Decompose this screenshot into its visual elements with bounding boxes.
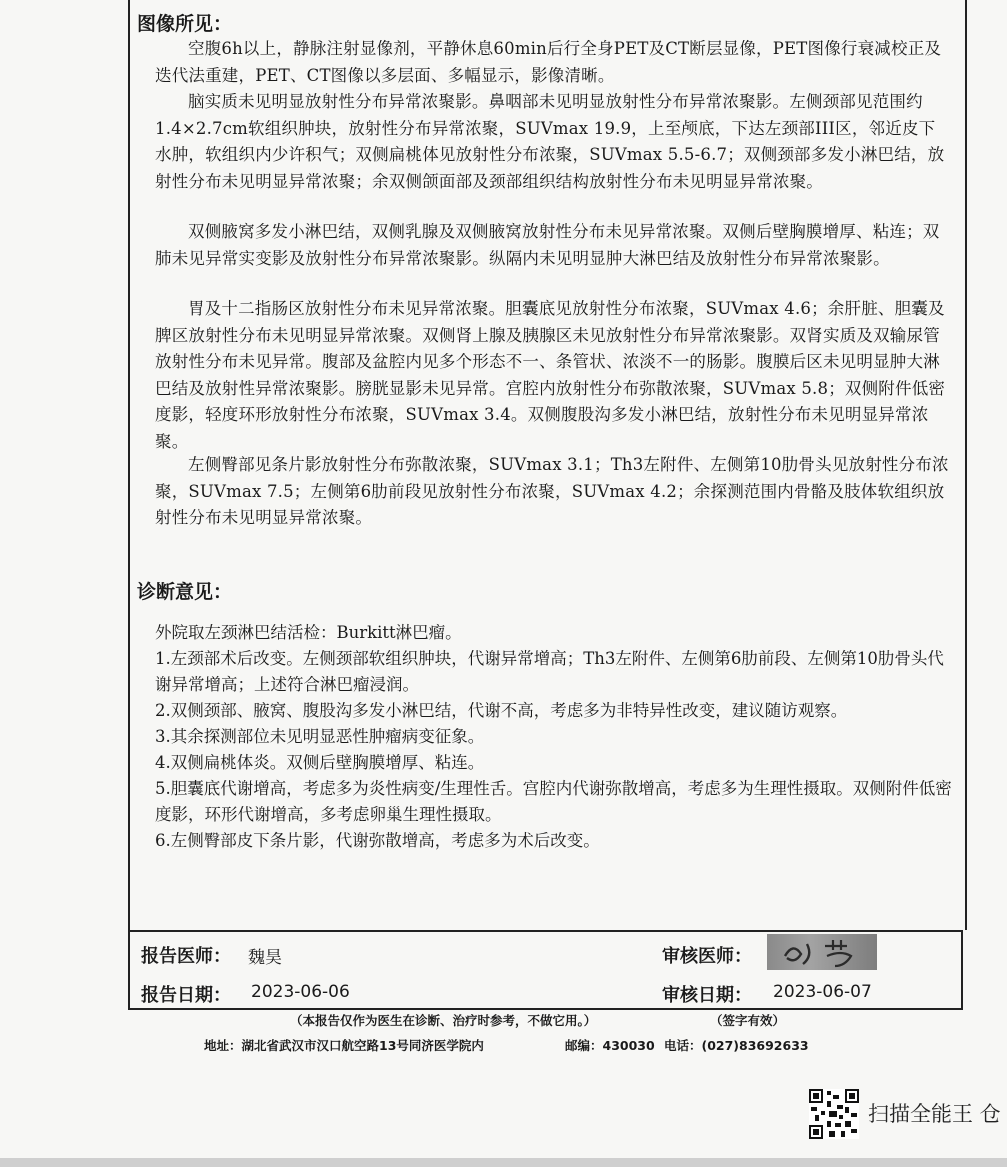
findings-title: 图像所见：: [137, 13, 233, 35]
report-date: 2023-06-06: [251, 982, 350, 1002]
diagnosis-item: 5.胆囊底代谢增高，考虑多为炎性病变/生理性舌。宫腔内代谢弥散增高，考虑多为生理性摄取。双侧附件低密度影，环形代谢增高，多考虑卵巢生理性摄取。: [155, 779, 952, 824]
report-doctor-name: 魏昊: [248, 948, 282, 968]
qr-code-icon: [809, 1089, 859, 1139]
review-date: 2023-06-07: [773, 982, 872, 1002]
bottom-bar: [0, 1158, 1007, 1167]
findings-paragraph: 左侧臀部见条片影放射性分布弥散浓聚，SUVmax 3.1；Th3左附件、左侧第10肋骨头见放射性分布浓聚，SUVmax 7.5；左侧第6肋前段见放射性分布浓聚，SUVmax 4.2；余探测范围内骨骼及肢体软组织放射性分布未见明显异常浓聚。: [155, 455, 949, 527]
diagnosis-item: 4.双侧扁桃体炎。双侧后壁胸膜增厚、粘连。: [155, 753, 485, 772]
review-doctor-label: 审核医师：: [662, 946, 752, 967]
diagnosis-item: 2.双侧颈部、腋窝、腹股沟多发小淋巴结，代谢不高，考虑多为非特异性改变，建议随访观察。: [155, 701, 848, 720]
phone-text: 电话：(027)83692633: [664, 1038, 809, 1053]
postcode-text: 邮编：430030: [565, 1038, 655, 1053]
scanner-watermark-label: 扫描全能王 仓: [868, 1102, 1001, 1126]
diagnosis-item: 6.左侧臀部皮下条片影，代谢弥散增高，考虑多为术后改变。: [155, 831, 600, 850]
report-date-label: 报告日期：: [141, 985, 231, 1006]
review-date-label: 审核日期：: [662, 985, 752, 1006]
review-signature-image: [767, 934, 877, 970]
signature-valid-note: （签字有效）: [710, 1013, 786, 1028]
report-doctor-label: 报告医师：: [141, 946, 231, 967]
diagnosis-item: 3.其余探测部位未见明显恶性肿瘤病变征象。: [155, 727, 485, 746]
diagnosis-item: 1.左颈部术后改变。左侧颈部软组织肿块，代谢异常增高；Th3左附件、左侧第6肋前段、左侧第10肋骨头代谢异常增高；上述符合淋巴瘤浸润。: [155, 649, 944, 694]
diagnosis-title: 诊断意见：: [137, 581, 233, 603]
address-text: 地址：湖北省武汉市汉口航空路13号同济医学院内: [204, 1038, 484, 1053]
findings-paragraph: 胃及十二指肠区放射性分布未见异常浓聚。胆囊底见放射性分布浓聚，SUVmax 4.6；余肝脏、胆囊及脾区放射性分布未见明显异常浓聚。双侧肾上腺及胰腺区未见放射性分布异常浓聚影。双肾实质及双输尿管放射性分布未见异常。腹部及盆腔内见多个形态不一、条管状、浓淡不一的肠影。腹膜后区未见明显肿大淋巴结及放射性异常浓聚影。膀胱显影未见异常。宫腔内放射性分布弥散浓聚，SUVmax 5.8；双侧附件低密度影，轻度环形放射性分布浓聚，SUVmax 3.4。双侧腹股沟多发小淋巴结，放射性分布未见明显异常浓聚。: [155, 299, 946, 451]
disclaimer-text: （本报告仅作为医生在诊断、治疗时参考，不做它用。）: [290, 1013, 597, 1028]
findings-paragraph: 脑实质未见明显放射性分布异常浓聚影。鼻咽部未见明显放射性分布异常浓聚影。左侧颈部见范围约1.4×2.7cm软组织肿块，放射性分布异常浓聚，SUVmax 19.9，上至颅底，下达左颈部III区，邻近皮下水肿，软组织内少许积气；双侧扁桃体见放射性分布浓聚，SUVmax 5.5-6.7；双侧颈部多发小淋巴结，放射性分布未见明显异常浓聚；余双侧颌面部及颈部组织结构放射性分布未见明显异常浓聚。: [155, 92, 945, 191]
findings-paragraph: 双侧腋窝多发小淋巴结，双侧乳腺及双侧腋窝放射性分布未见异常浓聚。双侧后壁胸膜增厚、粘连；双肺未见异常实变影及放射性分布异常浓聚影。纵隔内未见明显肿大淋巴结及放射性分布异常浓聚影。: [155, 222, 940, 268]
diagnosis-list: [155, 620, 955, 854]
diagnosis-item: 外院取左颈淋巴结活检：Burkitt淋巴瘤。: [155, 623, 462, 642]
findings-paragraph: 空腹6h以上，静脉注射显像剂，平静休息60min后行全身PET及CT断层显像，PET图像行衰减校正及迭代法重建，PET、CT图像以多层面、多幅显示，影像清晰。: [155, 39, 942, 85]
